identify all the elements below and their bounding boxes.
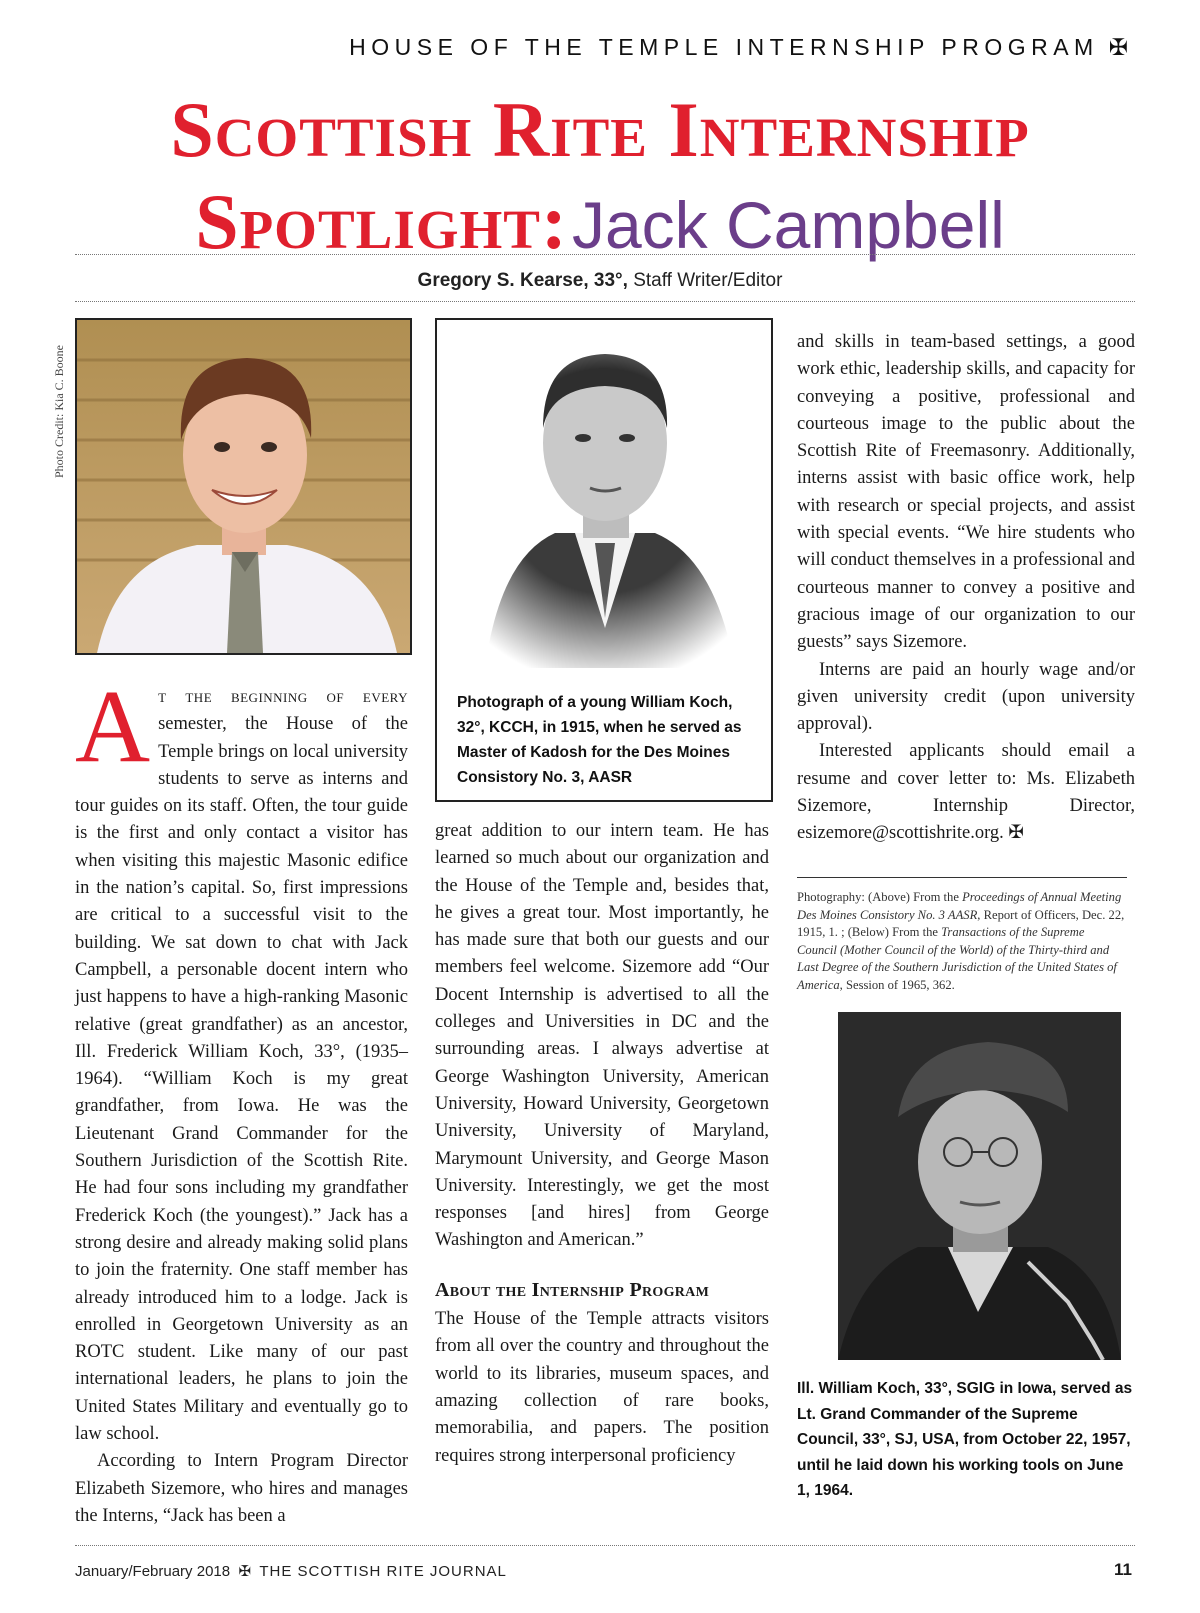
credits-divider: [797, 877, 1127, 878]
young-koch-photo: [445, 328, 763, 668]
lead-in: t the beginning of every: [158, 687, 408, 707]
young-koch-photo-box: [435, 318, 773, 802]
footer-issue: [75, 1562, 507, 1580]
byline: [0, 270, 1200, 292]
section-subhead: About the Internship Program: [435, 1278, 710, 1301]
drop-cap: A: [75, 669, 151, 784]
section-header: [349, 34, 1128, 61]
end-mark-icon: ✠: [1008, 823, 1024, 844]
column-1-paragraph-1: semester, the House of the Temple brings on local university students to serve as interns and tour guides on its staff. Often, the tour guide is the first and only contact a visitor has when visiting this majestic Masonic edifice in the nation’s capital. So, first impressions are critical to a successful visit to the building. We sat down to chat with Jack Campbell, a personable docent intern who just happens to have a high-ranking Masonic relative (great grandfather) as an ancestor, Ill. Frederick William Koch, 33°, (1935–1964). “William Koch is my great grandfather, from Iowa. He was the Lieutenant Grand Commander for the Southern Jurisdiction of the Scottish Rite. He had four sons including my grandfather Frederick Koch (the youngest).” Jack has a strong desire and already making solid plans to join the fraternity. One staff member has already introduced him to a lodge. Jack is enrolled in Georgetown University as an ROTC student. Like many of our past international leaders, he plans to join the United States Military and eventually go to law school.: [75, 714, 408, 1445]
journal-name: THE SCOTTISH RITE JOURNAL: [259, 1563, 507, 1580]
article-title: [0, 84, 1200, 290]
photo-credit-text: Photo Credit: Kia C. Boone: [52, 345, 66, 478]
older-koch-caption: Ill. William Koch, 33°, SGIG in Iowa, served as Lt. Grand Commander of the Supreme Council, 33°, SJ, USA, from October 22, 1957, until he laid down his working tools on June 1, 1964.: [797, 1380, 1133, 1499]
maltese-cross-icon: ✠: [1108, 34, 1128, 60]
column-2-paragraph-2: The House of the Temple attracts visitors from all over the country and throughout the world to its libraries, museum spaces, and amazing collection of rare books, memorabilia, and papers. The position requires strong interpersonal proficiency: [435, 1309, 769, 1466]
column-3-paragraph-1: and skills in team-based settings, a good work ethic, leadership skills, and capacity for conveying a positive, professional and courteous image to the public about the Scottish Rite of Freemasonry. Additionally, interns assist with basic office work, help with research or special projects, and assist with special events. “We hire students who will conduct themselves in a professional and courteous manner to convey a positive and gracious image of our organization to our guests” says Sizemore.: [797, 332, 1135, 653]
issue-date: January/February 2018: [75, 1563, 231, 1580]
column-3-paragraph-3: Interested applicants should email a resume and cover letter to: Ms. Elizabeth Sizemore, Internship Director, esizemore@scottishrite.org.: [797, 741, 1135, 844]
column-2-paragraph-1: great addition to our intern team. He has learned so much about our organization and the House of the Temple and, besides that, he gives a great tour. Most importantly, he has made sure that both our guests and our members feel welcome. Sizemore add “Our Docent Internship is advertised to all the colleges and Universities in DC and the surrounding areas. I always advertise at George Washington University, American University, Howard University, Georgetown University, University of Maryland, Marymount University, and George Mason University. Interestingly, we get the most responses [and hires] from George Washington and American.”: [435, 821, 769, 1251]
title-divider: [75, 254, 1135, 255]
article-column-2: [435, 818, 769, 1470]
title-spotlight: Spotlight:: [195, 178, 568, 265]
jack-campbell-photo: [75, 318, 412, 655]
column-3-paragraph-2: Interns are paid an hourly wage and/or given university credit (upon university approval).: [797, 659, 1135, 735]
article-column-1: [75, 669, 408, 1530]
page-number: 11: [1114, 1560, 1132, 1579]
photo-credit: [52, 318, 74, 478]
title-name: Jack Campbell: [571, 188, 1005, 262]
byline-role: Staff Writer/Editor: [633, 270, 783, 291]
footer-cross-icon: ✠: [238, 1563, 252, 1580]
byline-author: Gregory S. Kearse, 33°,: [417, 270, 628, 291]
photography-credits: Photography: (Above) From the Proceedings of Annual Meeting Des Moines Consistory No. 3 AASR, Report of Officers, Dec. 22, 1915, 1. ; (Below) From the Transactions of the Supreme Council (Mother Council of the World) of the Thirty-third and Last Degree of the Southern Jurisdiction of the United States of America, Session of 1965, 362.: [797, 890, 1125, 992]
section-title: HOUSE OF THE TEMPLE INTERNSHIP PROGRAM: [349, 34, 1099, 60]
older-koch-photo: [838, 1012, 1121, 1360]
title-line-1: Scottish Rite Internship: [170, 86, 1030, 173]
footer-divider: [75, 1545, 1135, 1546]
byline-divider: [75, 301, 1135, 302]
column-1-paragraph-2: According to Intern Program Director Elizabeth Sizemore, who hires and manages the Interns, “Jack has been a: [75, 1451, 408, 1526]
young-koch-caption: Photograph of a young William Koch, 32°, KCCH, in 1915, when he served as Master of Kadosh for the Des Moines Consistory No. 3, AASR: [457, 694, 742, 786]
article-column-3: [797, 329, 1135, 848]
